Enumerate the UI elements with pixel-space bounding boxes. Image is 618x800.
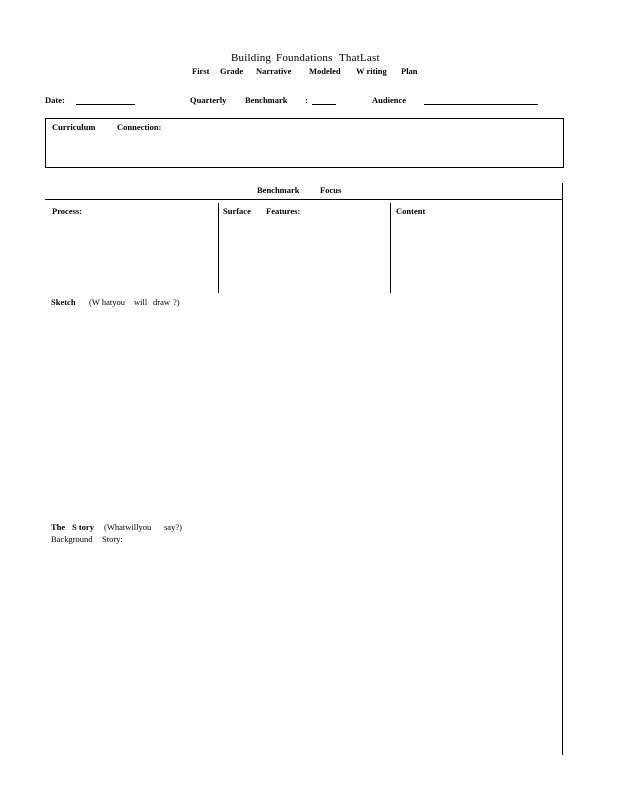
benchmark-label: Benchmark <box>245 95 288 105</box>
sketch-hint-4: ?) <box>173 297 180 307</box>
benchmark-focus-label-benchmark: Benchmark <box>257 185 300 195</box>
subtitle-word-first: First <box>192 66 210 76</box>
title-word-thatlast: ThatLast <box>339 52 380 64</box>
title-word-foundations: Foundations <box>276 52 333 64</box>
column-divider-2 <box>390 203 391 293</box>
subtitle-word-grade: Grade <box>220 66 244 76</box>
sketch-hint-1: (W hatyou <box>89 297 125 307</box>
background-label: Background <box>51 534 93 544</box>
story-hint-2: say?) <box>164 522 182 532</box>
features-label: Features: <box>266 206 301 216</box>
content-label: Content <box>396 206 426 216</box>
audience-field[interactable] <box>424 104 538 105</box>
surface-label: Surface <box>223 206 251 216</box>
title-word-building: Building <box>231 52 272 64</box>
subtitle-word-plan: Plan <box>401 66 418 76</box>
audience-label: Audience <box>372 95 406 105</box>
date-field[interactable] <box>76 104 135 105</box>
story-label-story: S tory <box>72 522 94 532</box>
benchmark-colon: : <box>305 95 308 105</box>
section-divider <box>45 199 562 200</box>
subtitle-word-writing: W riting <box>356 66 387 76</box>
benchmark-field[interactable] <box>312 104 336 105</box>
story-label-the: The <box>51 522 66 532</box>
curriculum-label: Curriculum <box>52 122 96 132</box>
benchmark-focus-label-focus: Focus <box>320 185 342 195</box>
subtitle-word-modeled: Modeled <box>309 66 341 76</box>
sketch-hint-3: draw <box>153 297 170 307</box>
sketch-hint-2: will <box>134 297 148 307</box>
column-divider-1 <box>218 203 219 293</box>
connection-label: Connection: <box>117 122 162 132</box>
subtitle-word-narrative: Narrative <box>256 66 292 76</box>
date-label: Date: <box>45 95 65 105</box>
process-label: Process: <box>52 206 83 216</box>
quarterly-label: Quarterly <box>190 95 227 105</box>
page-right-border <box>562 183 563 755</box>
story-hint-1: (Whatwillyou <box>104 522 152 532</box>
sketch-label: Sketch <box>51 297 76 307</box>
background-story-label: Story: <box>102 534 123 544</box>
